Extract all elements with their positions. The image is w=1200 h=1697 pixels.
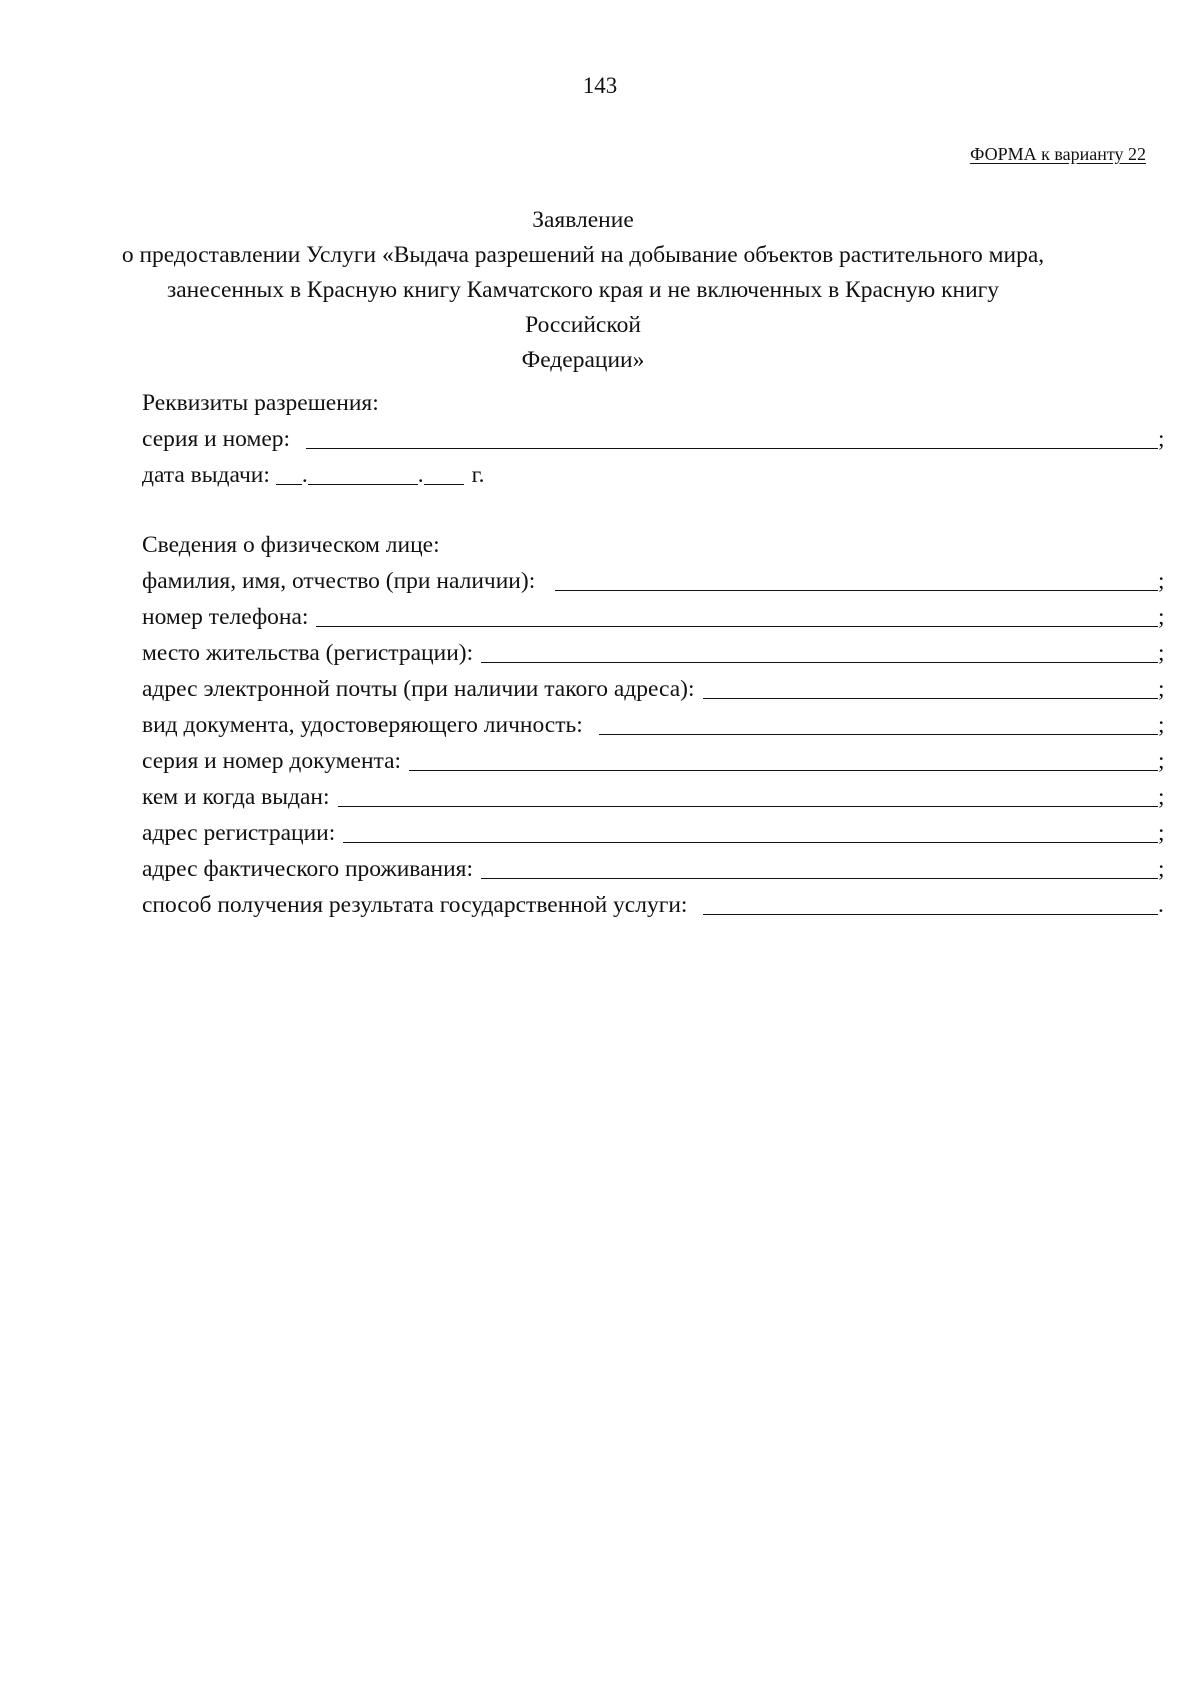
actual-address-blank[interactable] (481, 878, 1158, 879)
full-name-label: фамилия, имя, отчество (при наличии): (142, 568, 536, 594)
field-terminator: ; (1158, 820, 1165, 846)
person-details-section (142, 527, 1166, 923)
issued-by-blank[interactable] (338, 806, 1158, 807)
document-series-number-row (142, 743, 1166, 779)
registration-address-blank[interactable] (343, 842, 1158, 843)
identity-document-type-blank[interactable] (599, 734, 1158, 735)
registration-address-row (142, 815, 1166, 851)
email-blank[interactable] (703, 698, 1158, 699)
issued-by-row (142, 779, 1166, 815)
field-terminator: ; (1158, 676, 1165, 702)
permit-series-number-row (142, 421, 1166, 457)
document-series-number-blank[interactable] (409, 770, 1158, 771)
residence-row (142, 635, 1166, 671)
identity-document-type-row (142, 707, 1166, 743)
residence-blank[interactable] (481, 662, 1158, 663)
issue-year-blank[interactable] (424, 484, 464, 485)
field-terminator: ; (1158, 568, 1165, 594)
result-delivery-method-blank[interactable] (703, 914, 1158, 915)
field-terminator: . (1158, 892, 1164, 918)
actual-address-label: адрес фактического проживания: (142, 856, 473, 882)
application-subtitle-line-3: Федерации» (521, 347, 645, 373)
application-subtitle-line-1: о предоставлении Услуги «Выдача разрешений на добывание объектов растительного мира, (121, 242, 1045, 268)
permit-issue-date-row (142, 457, 1166, 493)
application-title-block (120, 203, 1046, 378)
permit-details-section (142, 385, 1166, 493)
person-details-heading: Сведения о физическом лице: (142, 532, 440, 558)
identity-document-type-label: вид документа, удостоверяющего личность: (142, 712, 583, 738)
phone-number-row (142, 599, 1166, 635)
field-terminator: ; (1158, 748, 1165, 774)
field-terminator: ; (1158, 784, 1165, 810)
phone-number-blank[interactable] (316, 626, 1158, 627)
document-series-number-label: серия и номер документа: (142, 748, 402, 774)
issued-by-label: кем и когда выдан: (142, 784, 330, 810)
form-variant-label: ФОРМА к варианту 22 (970, 144, 1146, 164)
issue-month-blank[interactable] (308, 484, 418, 485)
issue-day-blank[interactable] (276, 484, 302, 485)
full-name-blank[interactable] (555, 590, 1158, 591)
field-terminator: ; (1158, 640, 1165, 666)
actual-address-row (142, 851, 1166, 887)
permit-series-number-blank[interactable] (306, 448, 1158, 449)
field-terminator: ; (1158, 856, 1165, 882)
date-separator: . (301, 462, 308, 488)
email-label: адрес электронной почты (при наличии такого адреса): (142, 676, 695, 702)
field-terminator: ; (1158, 712, 1165, 738)
permit-details-heading: Реквизиты разрешения: (142, 390, 379, 416)
date-separator: . (417, 462, 424, 488)
field-terminator: ; (1158, 604, 1165, 630)
year-suffix: г. (471, 462, 485, 488)
permit-series-number-label: серия и номер: (142, 426, 291, 452)
email-row (142, 671, 1166, 707)
residence-label: место жительства (регистрации): (142, 640, 474, 666)
phone-number-label: номер телефона: (142, 604, 309, 630)
result-delivery-method-label: способ получения результата государственной услуги: (142, 892, 688, 918)
full-name-row (142, 563, 1166, 599)
application-heading: Заявление (532, 207, 634, 233)
field-terminator: ; (1158, 426, 1165, 452)
page-number: 143 (582, 73, 618, 98)
registration-address-label: адрес регистрации: (142, 820, 336, 846)
permit-issue-date-label: дата выдачи: (142, 462, 270, 488)
application-subtitle-line-2: занесенных в Красную книгу Камчатского края и не включенных в Красную книгу Российской (166, 277, 1000, 338)
result-delivery-method-row (142, 887, 1166, 923)
